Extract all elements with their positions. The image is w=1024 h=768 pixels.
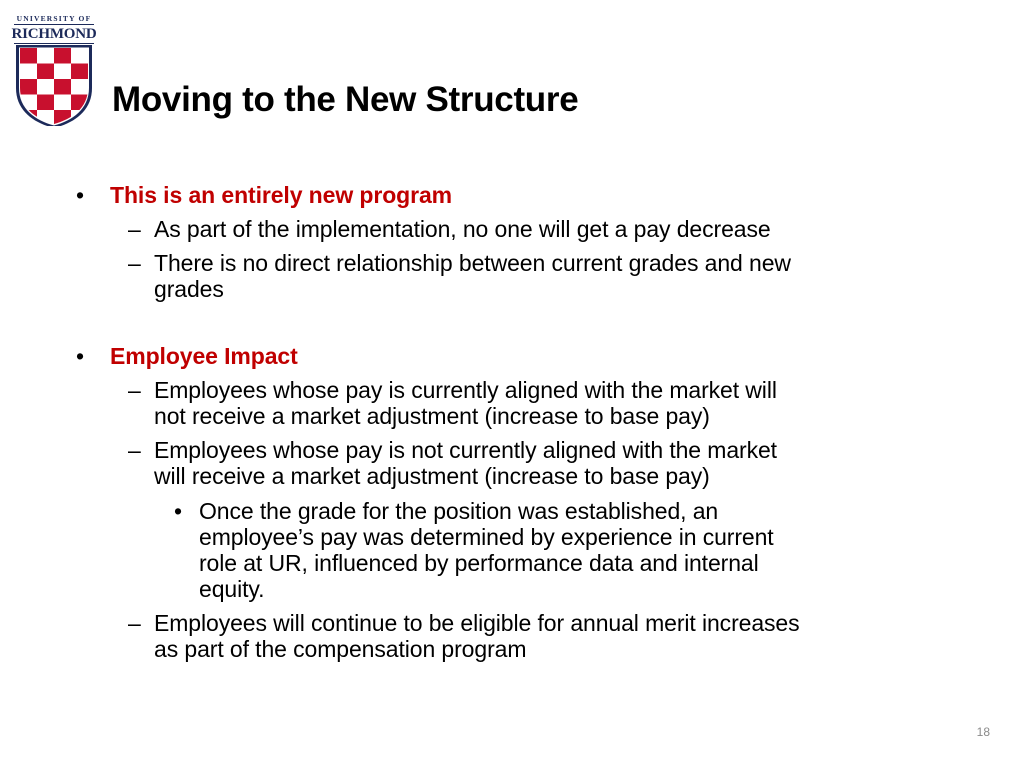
section-heading-new-program: This is an entirely new program xyxy=(110,182,452,208)
bullet-marker: • xyxy=(76,343,85,369)
dash-marker: – xyxy=(128,610,141,636)
list-item-line: Employees whose pay is not currently aligned with the market xyxy=(154,437,777,463)
sub-list-item-line: role at UR, influenced by performance data and internal xyxy=(199,550,759,576)
sub-list-item-line: equity. xyxy=(199,576,265,602)
sub-list-item-line: employee’s pay was determined by experience in current xyxy=(199,524,774,550)
dash-marker: – xyxy=(128,216,141,242)
logo-university-text: UNIVERSITY OF xyxy=(16,14,92,23)
list-item-line: not receive a market adjustment (increase to base pay) xyxy=(154,403,710,429)
logo-name-text: RICHMOND xyxy=(11,26,97,42)
dash-marker: – xyxy=(128,377,141,403)
list-item-line: as part of the compensation program xyxy=(154,636,527,662)
dash-marker: – xyxy=(128,437,141,463)
page-number: 18 xyxy=(976,725,990,739)
list-item-line: There is no direct relationship between current grades and new xyxy=(154,250,791,276)
sub-list-item-line: Once the grade for the position was established, an xyxy=(199,498,719,524)
list-item-line: Employees whose pay is currently aligned with the market will xyxy=(154,377,777,403)
section-heading-employee-impact: Employee Impact xyxy=(110,343,298,369)
university-logo xyxy=(8,12,100,124)
list-item-line: Employees will continue to be eligible for annual merit increases xyxy=(154,610,800,636)
slide-title: Moving to the New Structure xyxy=(112,80,579,119)
logo-rule-top xyxy=(14,24,94,25)
list-item-line: As part of the implementation, no one will get a pay decrease xyxy=(154,216,771,242)
list-item-line: will receive a market adjustment (increase to base pay) xyxy=(154,463,710,489)
list-item-line: grades xyxy=(154,276,224,302)
shield-icon xyxy=(14,44,94,126)
dash-marker: – xyxy=(128,250,141,276)
sub-bullet-marker: • xyxy=(174,498,183,524)
bullet-marker: • xyxy=(76,182,85,208)
